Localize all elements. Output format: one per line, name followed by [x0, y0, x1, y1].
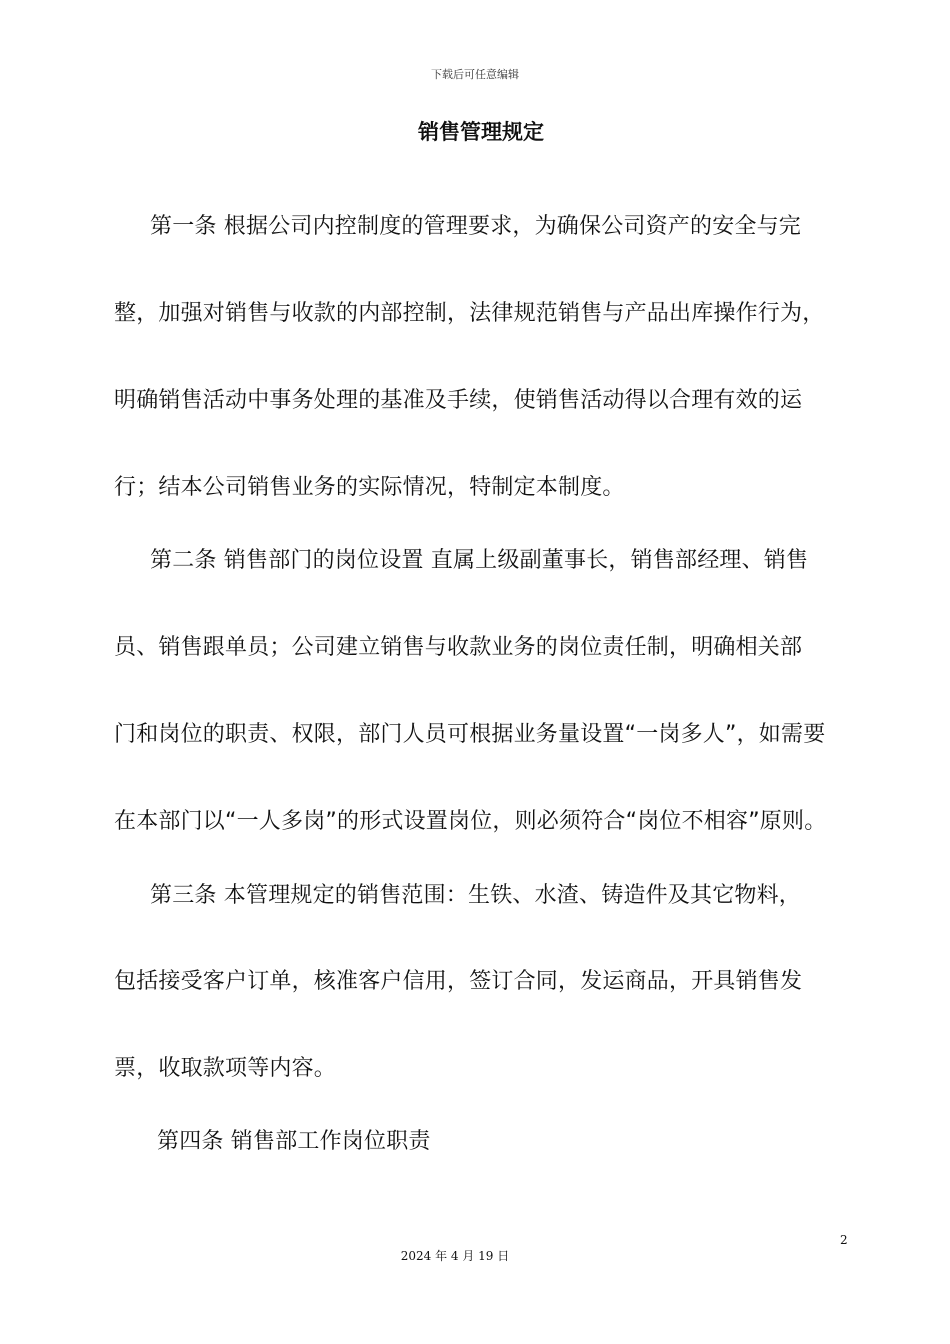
paragraph-line: 第一条 根据公司内控制度的管理要求，为确保公司资产的安全与完 — [150, 214, 801, 239]
paragraph-line: 行；结本公司销售业务的实际情况，特制定本制度。 — [114, 475, 625, 500]
paragraph-line: 第三条 本管理规定的销售范围：生铁、水渣、铸造件及其它物料， — [150, 883, 801, 908]
paragraph-line: 在本部门以“一人多岗”的形式设置岗位，则必须符合“岗位不相容”原则。 — [114, 809, 827, 834]
paragraph-line: 明确销售活动中事务处理的基准及手续，使销售活动得以合理有效的运 — [114, 388, 803, 413]
paragraph-line: 包括接受客户订单，核准客户信用，签订合同，发运商品，开具销售发 — [114, 969, 803, 994]
document-title: 销售管理规定 — [418, 120, 544, 144]
header-note: 下载后可任意编辑 — [431, 68, 519, 81]
page-number: 2 — [840, 1233, 848, 1247]
section-heading: 第四条 销售部工作岗位职责 — [157, 1129, 431, 1154]
paragraph-line: 票，收取款项等内容。 — [114, 1056, 337, 1081]
paragraph-line: 第二条 销售部门的岗位设置 直属上级副董事长，销售部经理、销售 — [150, 548, 809, 573]
paragraph-line: 门和岗位的职责、权限，部门人员可根据业务量设置“一岗多人”，如需要 — [114, 722, 826, 747]
paragraph-line: 员、销售跟单员；公司建立销售与收款业务的岗位责任制，明确相关部 — [114, 635, 803, 660]
paragraph-line: 整，加强对销售与收款的内部控制，法律规范销售与产品出库操作行为， — [114, 301, 825, 326]
footer-date: 2024 年 4 月 19 日 — [400, 1249, 510, 1263]
